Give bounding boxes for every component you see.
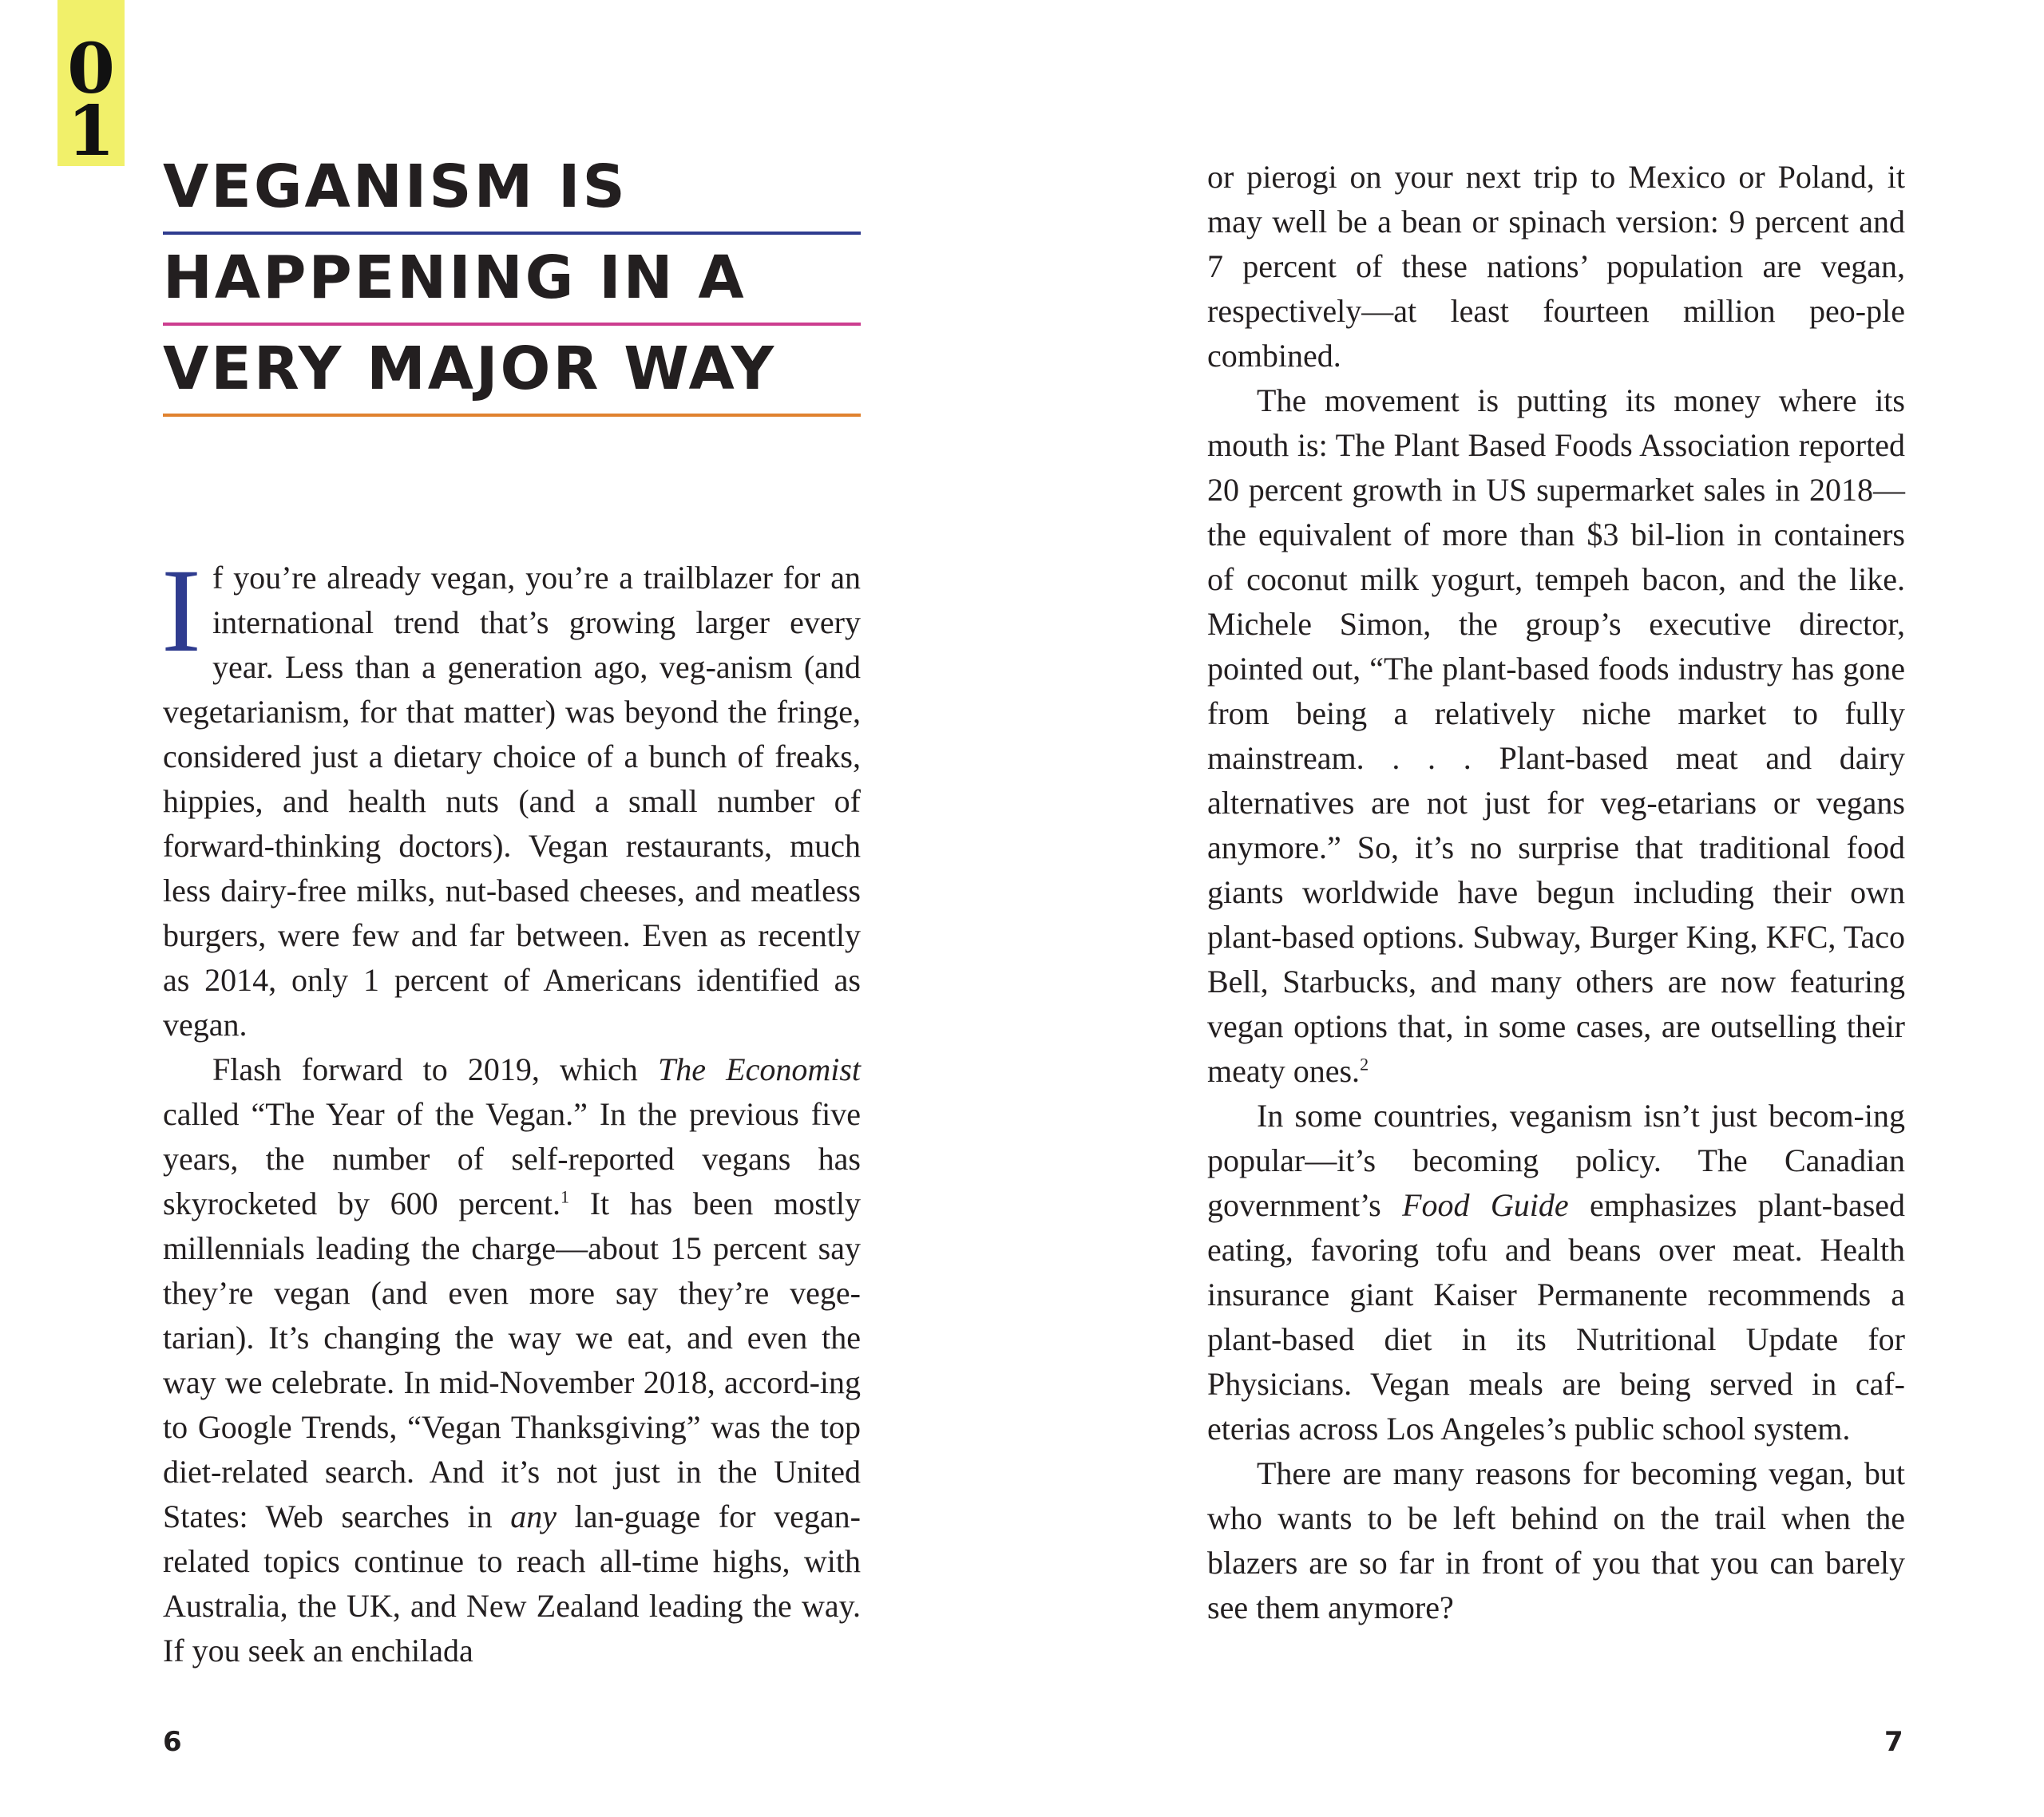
paragraph-4-text: The movement is putting its money where its mouth is: The Plant Based Foods Association reported 20 percent growth in US supermarket sales in 2018—the equivalent of more than $3 bil-lion in containers of coconut milk yogurt, tempeh bacon, and the like. Michele Simon, the group’s executive director, pointed out, “The plant-based foods industry has gone from being a relatively niche market to fully mainstream. . . . Plant-based meat and dairy alternatives are not just for veg-etarians or vegans anymore.” So, it’s no surprise that traditional food giants worldwide have begun including their own plant-based options. Subway, Burger King, KFC, Taco Bell, Starbucks, and many others are now featuring vegan options that, in some cases, are outselling their meaty ones.	[1207, 382, 1905, 1089]
drop-cap: I	[161, 544, 201, 677]
paragraph-3: or pierogi on your next trip to Mexico or Poland, it may well be a bean or spinach version: 9 percent and 7 percent of these nations’ population are vegan, respectively—at least fourteen million peo-ple combined.	[1207, 159, 1905, 374]
page-number-right: 7	[1884, 1726, 1903, 1758]
paragraph-2-text-c: It has been mostly millennials leading the charge—about 15 percent say they’re vegan (and even more say they’re vege-tarian). It’s changing the way we eat, and even the way we celebrate. In mid-November 2018, accord-ing to Google Trends, “Vegan Thanksgiving” was the top diet-related search. And it’s not just in the United States: Web searches in	[163, 1186, 861, 1534]
italic-food-guide: Food Guide	[1402, 1187, 1569, 1223]
paragraph-5-text-b: emphasizes plant-based eating, favoring tofu and beans over meat. Health insurance giant Kaiser Permanente recommends a plant-based diet in its Nutritional Update for Physicians. Vegan meals are being served in caf-eterias across Los Angeles’s public school system.	[1207, 1187, 1906, 1447]
right-body-text	[1207, 155, 1905, 1630]
paragraph-2-text-b: called “The Year of the Vegan.” In the previous five years, the number of self-reported vegans has skyrocketed by 600 percent.	[163, 1096, 861, 1221]
footnote-ref-2: 2	[1360, 1054, 1369, 1075]
footnote-ref-1: 1	[561, 1186, 570, 1207]
italic-any: any	[510, 1498, 557, 1534]
paragraph-5-text-a: In some countries, veganism isn’t just becom-ing popular—it’s becoming policy. The Canadian government’s	[1207, 1098, 1905, 1223]
title-line-2: HAPPENING IN A	[163, 243, 747, 312]
page-number-left: 6	[163, 1726, 182, 1758]
paragraph-2-text-a: Flash forward to 2019, which	[212, 1051, 658, 1087]
title-line-3: VERY MAJOR WAY	[163, 335, 777, 403]
paragraph-6: There are many reasons for becoming vegan, but who wants to be left behind on the trail when the blazers are so far in front of you that you can barely see them anymore?	[1207, 1455, 1905, 1625]
chapter-number-digit-1: 0	[67, 29, 115, 109]
paragraph-5	[1207, 1094, 1905, 1451]
title-line-1: VEGANISM IS	[163, 152, 628, 221]
paragraph-4	[1207, 378, 1905, 1094]
chapter-number-digit-2: 1	[67, 91, 115, 172]
italic-the-economist: The Economist	[657, 1051, 861, 1087]
paragraph-2-text-d: lan-guage for vegan-related topics continue to reach all-time highs, with Australia, the UK, and New Zealand leading the way. If you seek an enchilada	[163, 1498, 861, 1669]
paragraph-1-text: f you’re already vegan, you’re a trailblazer for an international trend that’s growing larger every year. Less than a generation ago, veg-anism (and vegetarianism, for that matter) was beyond the fringe, considered just a dietary choice of a bunch of freaks, hippies, and health nuts (and a small number of forward-thinking doctors). Vegan restaurants, much less dairy-free milks, nut-based cheeses, and meatless burgers, were few and far between. Even as recently as 2014, only 1 percent of Americans identified as vegan.	[163, 560, 861, 1043]
